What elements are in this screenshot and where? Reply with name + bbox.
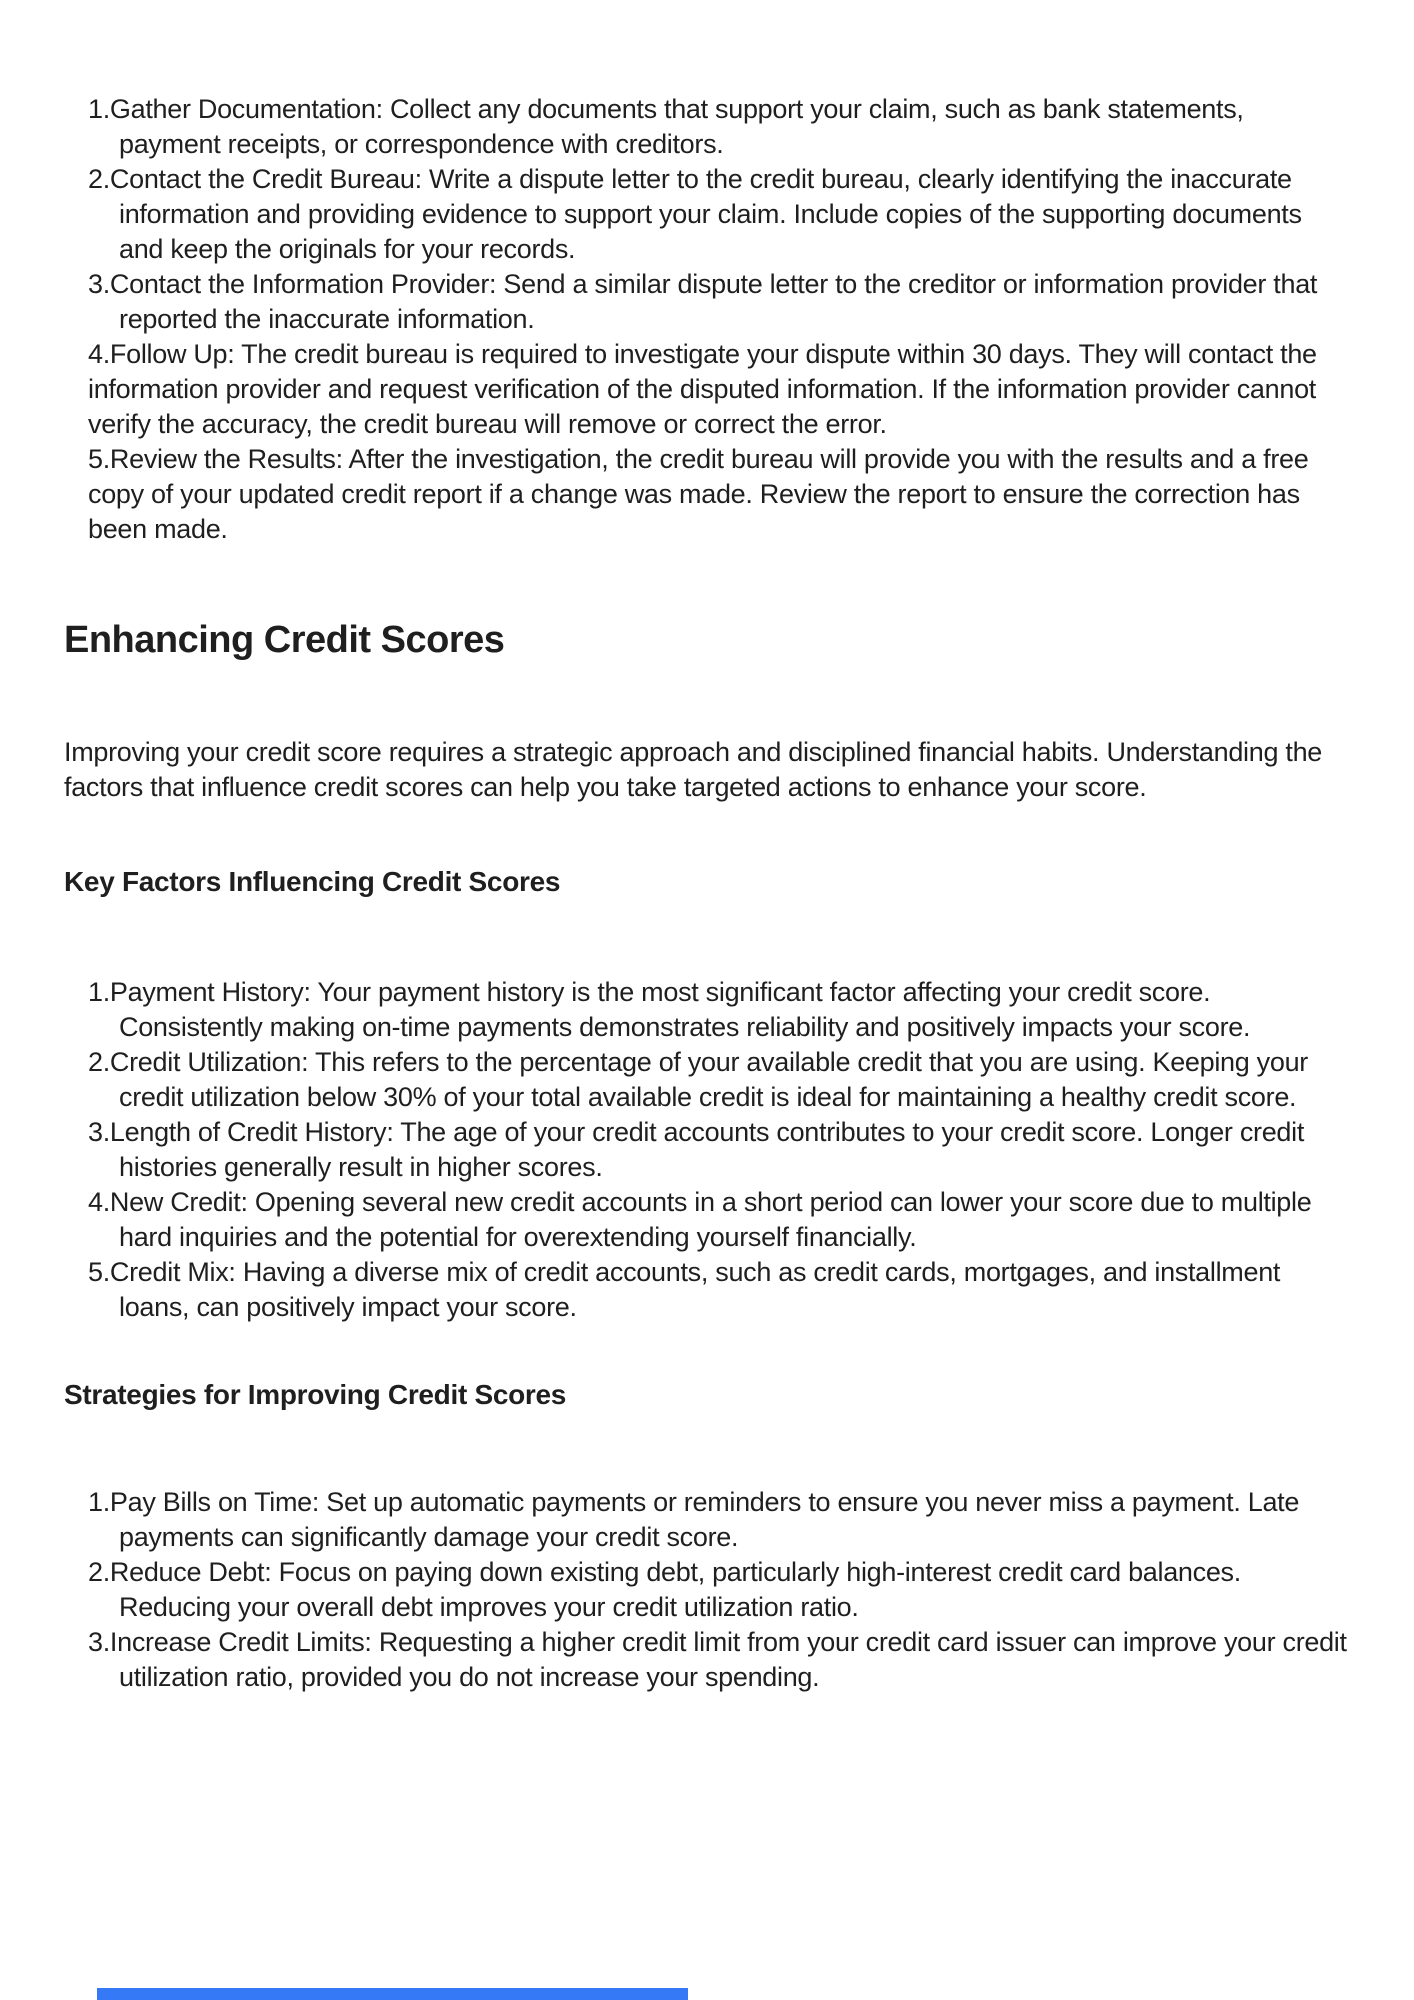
list-item [64,1115,1350,1185]
list-item [64,92,1350,162]
list-item-text: Review the Results: After the investigation, the credit bureau will provide you with the results and a free copy of your updated credit report if a change was made. Review the report to ensure the correction has been made. [88,444,1309,544]
heading-key-factors: Key Factors Influencing Credit Scores [64,866,561,897]
list-item-text: New Credit: Opening several new credit accounts in a short period can lower your score due to multiple hard inquiries and the potential for overextending yourself financially. [109,1187,1312,1252]
list-item [64,1255,1350,1325]
list-item-text: Length of Credit History: The age of your credit accounts contributes to your credit score. Longer credit histories generally result in higher scores. [109,1117,1305,1182]
list-item-text: Increase Credit Limits: Requesting a higher credit limit from your credit card issuer can improve your credit utilization ratio, provided you do not increase your spending. [109,1627,1347,1692]
list-item-text: Pay Bills on Time: Set up automatic payments or reminders to ensure you never miss a payment. Late payments can significantly damage your credit score. [109,1487,1300,1552]
list-item-number: 1. [88,977,110,1007]
strategies-list [64,1485,1350,1695]
list-item-number: 2. [88,1557,110,1587]
list-item-text: Credit Utilization: This refers to the percentage of your available credit that you are using. Keeping your credit utilization below 30% of your total available credit is ideal for maintaining a healthy credit score. [109,1047,1308,1112]
list-item [64,1625,1350,1695]
list-item-number: 5. [88,444,110,474]
list-item [64,267,1350,337]
heading-strategies: Strategies for Improving Credit Scores [64,1379,567,1410]
list-item-number: 4. [88,1187,110,1217]
list-item-text: Follow Up: The credit bureau is required to investigate your dispute within 30 days. They will contact the information provider and request verification of the disputed information. If the information provider cannot verify the accuracy, the credit bureau will remove or correct the error. [88,339,1317,439]
list-item-text: Gather Documentation: Collect any documents that support your claim, such as bank statements, payment receipts, or correspondence with creditors. [109,94,1244,159]
key-factors-list [64,975,1350,1325]
list-item-number: 3. [88,1627,110,1657]
list-item-number: 1. [88,1487,110,1517]
list-item-number: 2. [88,164,110,194]
list-item-text: Contact the Credit Bureau: Write a dispute letter to the credit bureau, clearly identifying the inaccurate information and providing evidence to support your claim. Include copies of the supporting documents and keep the originals for your records. [109,164,1302,264]
list-item [64,1185,1350,1255]
dispute-steps-list [64,92,1350,547]
bottom-accent-bar [97,1988,688,2000]
list-item [64,442,1350,547]
list-item [64,1045,1350,1115]
list-item [64,162,1350,267]
list-item-number: 3. [88,1117,110,1147]
list-item-number: 2. [88,1047,110,1077]
list-item [64,1555,1350,1625]
list-item-number: 5. [88,1257,110,1287]
list-item [64,1485,1350,1555]
list-item-text: Reduce Debt: Focus on paying down existing debt, particularly high-interest credit card balances. Reducing your overall debt improves your credit utilization ratio. [109,1557,1241,1622]
list-item-text: Credit Mix: Having a diverse mix of credit accounts, such as credit cards, mortgages, and installment loans, can positively impact your score. [109,1257,1281,1322]
list-item-text: Payment History: Your payment history is the most significant factor affecting your credit score. Consistently making on-time payments demonstrates reliability and positively impacts your score. [109,977,1251,1042]
list-item-number: 1. [88,94,110,124]
list-item [64,975,1350,1045]
list-item-number: 4. [88,339,110,369]
list-item [64,337,1350,442]
enhancing-intro-paragraph: Improving your credit score requires a strategic approach and disciplined financial habits. Understanding the factors that influence credit scores can help you take targeted actions to enhance your score. [64,737,1323,802]
heading-enhancing-credit-scores: Enhancing Credit Scores [64,619,505,661]
list-item-text: Contact the Information Provider: Send a similar dispute letter to the creditor or information provider that reported the inaccurate information. [109,269,1318,334]
list-item-number: 3. [88,269,110,299]
